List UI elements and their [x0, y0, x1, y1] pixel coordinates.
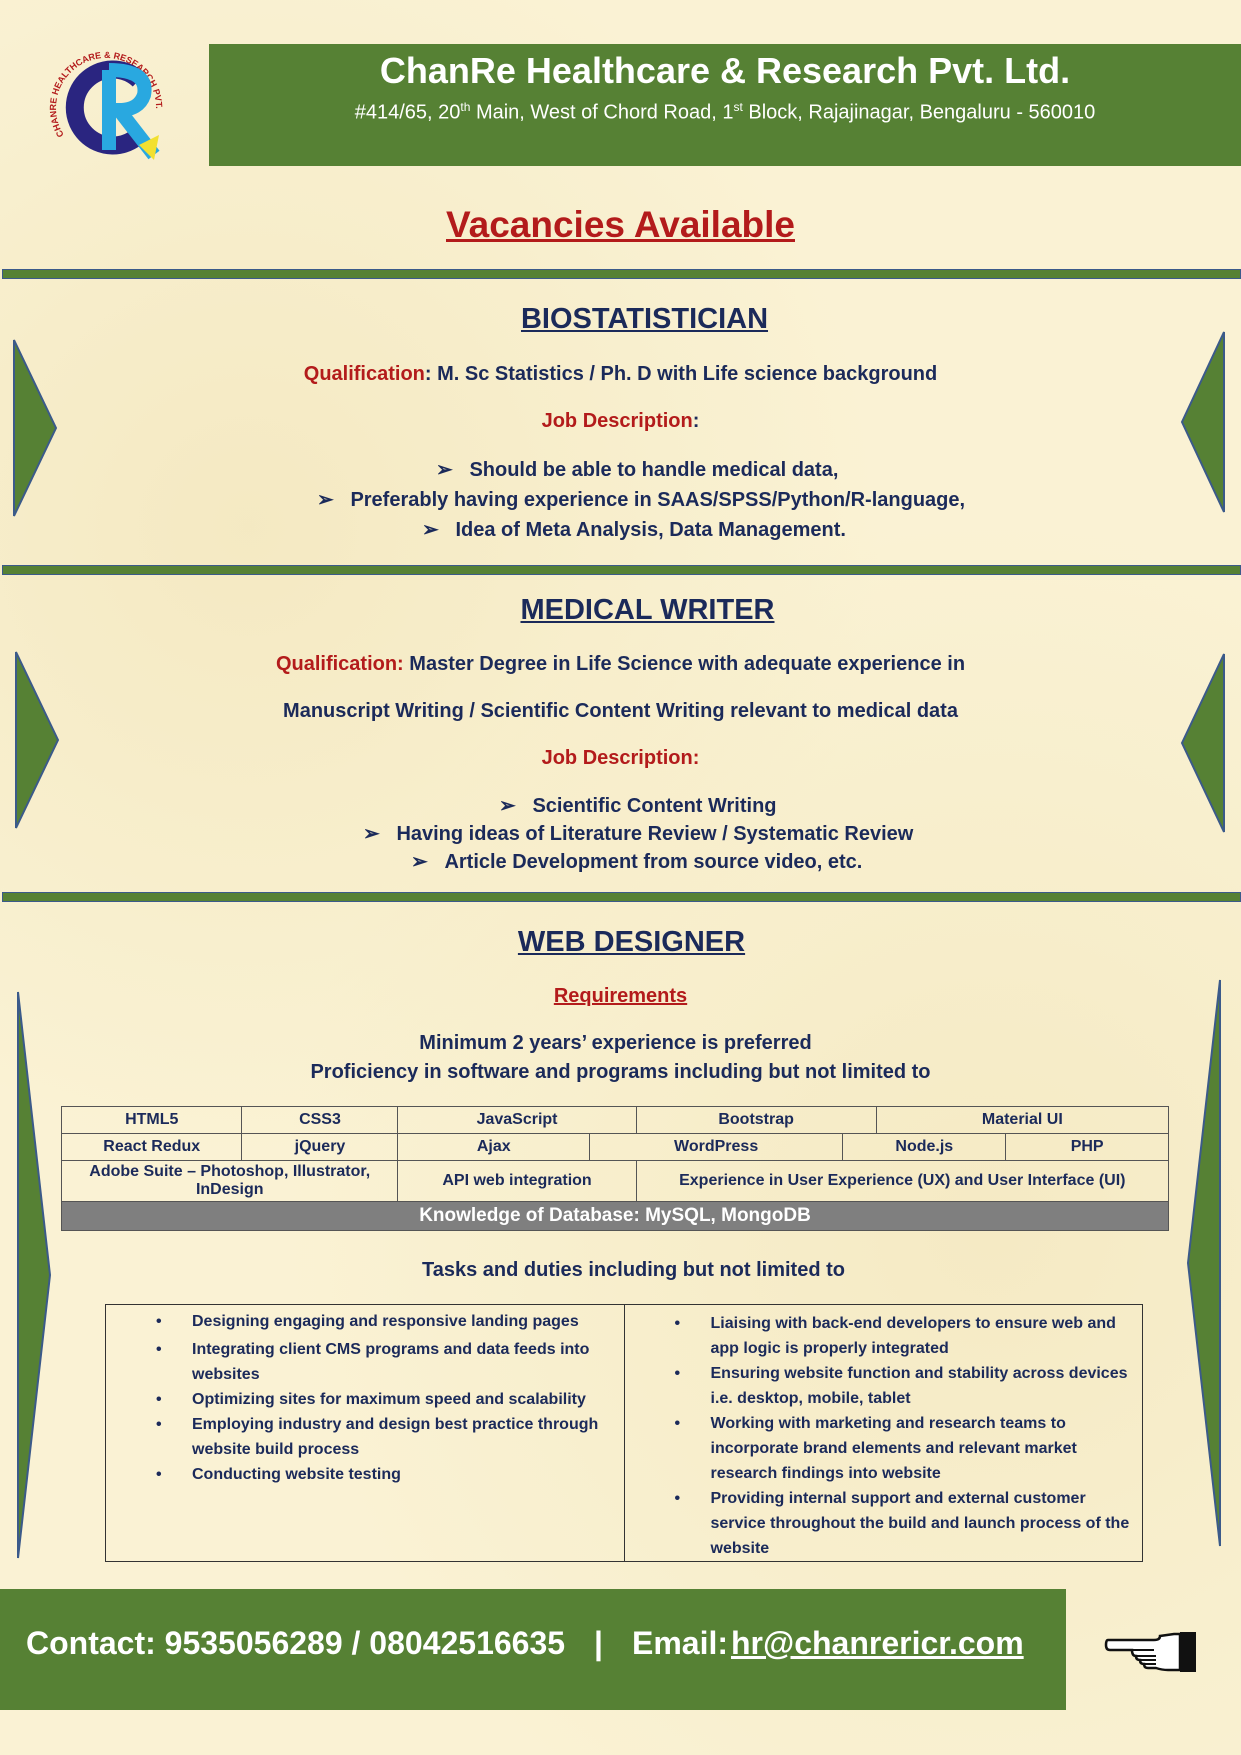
skill-cell: API web integration [398, 1161, 636, 1202]
contact-footer [0, 1589, 1066, 1710]
contact-phone: Contact: 9535056289 / 08042516635 [26, 1625, 566, 1661]
wd-requirement-proficiency: Proficiency in software and programs including but not limited to [310, 1061, 931, 1083]
list-item: ➢ Should be able to handle medical data, [436, 459, 839, 481]
pointing-hand-icon [1104, 1626, 1204, 1676]
bio-qualification: Qualification: M. Sc Statistics / Ph. D with Life science background [303, 363, 938, 385]
list-item: ➢ Scientific Content Writing [499, 795, 777, 817]
header-bar [209, 44, 1241, 166]
job-title-biostatistician: BIOSTATISTICIAN [520, 303, 769, 335]
list-item: ➢ Having ideas of Literature Review / Systematic Review [363, 823, 914, 845]
wd-tasks-heading: Tasks and duties including but not limited to [422, 1259, 845, 1281]
footer-separator: | [594, 1625, 603, 1661]
page-title: Vacancies Available [446, 204, 795, 245]
list-item: • Employing industry and design best practice through website build process [192, 1412, 616, 1462]
company-address: #414/65, 20th Main, West of Chord Road, 1st Block, Rajajinagar, Bengaluru - 560010 [354, 100, 1096, 124]
tasks-left-column [106, 1305, 624, 1561]
skill-cell: Node.js [843, 1134, 1006, 1161]
list-item: ➢ Article Development from source video, etc. [411, 851, 863, 873]
list-item: • Designing engaging and responsive landing pages [192, 1311, 616, 1333]
tasks-table [105, 1304, 1143, 1562]
list-item: • Optimizing sites for maximum speed and scalability [192, 1387, 616, 1412]
right-arrow-shape [1180, 652, 1226, 834]
tasks-right-column [624, 1305, 1143, 1561]
divider [2, 565, 1241, 575]
list-item: • Working with marketing and research teams to incorporate brand elements and relevant market research findings into website [711, 1411, 1135, 1486]
skills-table [61, 1106, 1169, 1231]
email-label: Email: [632, 1625, 729, 1661]
bio-job-description-label: Job Description: [541, 410, 700, 432]
skill-cell: Bootstrap [636, 1107, 876, 1134]
job-title-web-designer: WEB DESIGNER [517, 926, 746, 958]
mw-qualification: Qualification: Master Degree in Life Science with adequate experience in [275, 653, 966, 675]
database-knowledge: Knowledge of Database: MySQL, MongoDB [62, 1202, 1169, 1231]
list-item: ➢ Preferably having experience in SAAS/SPSS/Python/R-language, [317, 489, 966, 511]
company-logo [44, 40, 174, 170]
mw-qualification-continued: Manuscript Writing / Scientific Content Writing relevant to medical data [283, 700, 958, 722]
list-item: • Ensuring website function and stability across devices i.e. desktop, mobile, tablet [711, 1361, 1135, 1411]
list-item: • Providing internal support and external customer service throughout the build and launch process of the website [711, 1486, 1135, 1561]
company-name: ChanRe Healthcare & Research Pvt. Ltd. [379, 50, 1071, 91]
skill-cell: Adobe Suite – Photoshop, Illustrator, InDesign [62, 1161, 398, 1202]
svg-text:CHANRE HEALTHCARE & RESEARCH P: CHANRE HEALTHCARE & RESEARCH PVT. [48, 49, 165, 140]
skill-cell: PHP [1006, 1134, 1169, 1161]
skill-cell: JavaScript [398, 1107, 636, 1134]
skill-cell: Ajax [398, 1134, 590, 1161]
wd-requirement-experience: Minimum 2 years’ experience is preferred [419, 1032, 812, 1054]
left-arrow-shape [14, 650, 60, 830]
list-item: • Conducting website testing [192, 1462, 616, 1487]
skill-cell: jQuery [242, 1134, 398, 1161]
wd-requirements-label: Requirements [553, 985, 688, 1007]
mw-job-description-label: Job Description: [541, 747, 700, 769]
list-item: ➢ Idea of Meta Analysis, Data Management. [422, 519, 846, 541]
list-item: • Liaising with back-end developers to ensure web and app logic is properly integrated [711, 1311, 1135, 1361]
skill-cell: Material UI [876, 1107, 1168, 1134]
job-title-medical-writer: MEDICAL WRITER [520, 594, 775, 626]
skill-cell: HTML5 [62, 1107, 242, 1134]
skill-cell: CSS3 [242, 1107, 398, 1134]
email-link[interactable]: hr@chanrericr.com [731, 1625, 1024, 1661]
skill-cell: WordPress [589, 1134, 842, 1161]
divider [2, 269, 1241, 279]
skill-cell: React Redux [62, 1134, 242, 1161]
list-item: • Integrating client CMS programs and data feeds into websites [192, 1337, 616, 1387]
divider [2, 892, 1241, 902]
skill-cell: Experience in User Experience (UX) and User Interface (UI) [636, 1161, 1168, 1202]
